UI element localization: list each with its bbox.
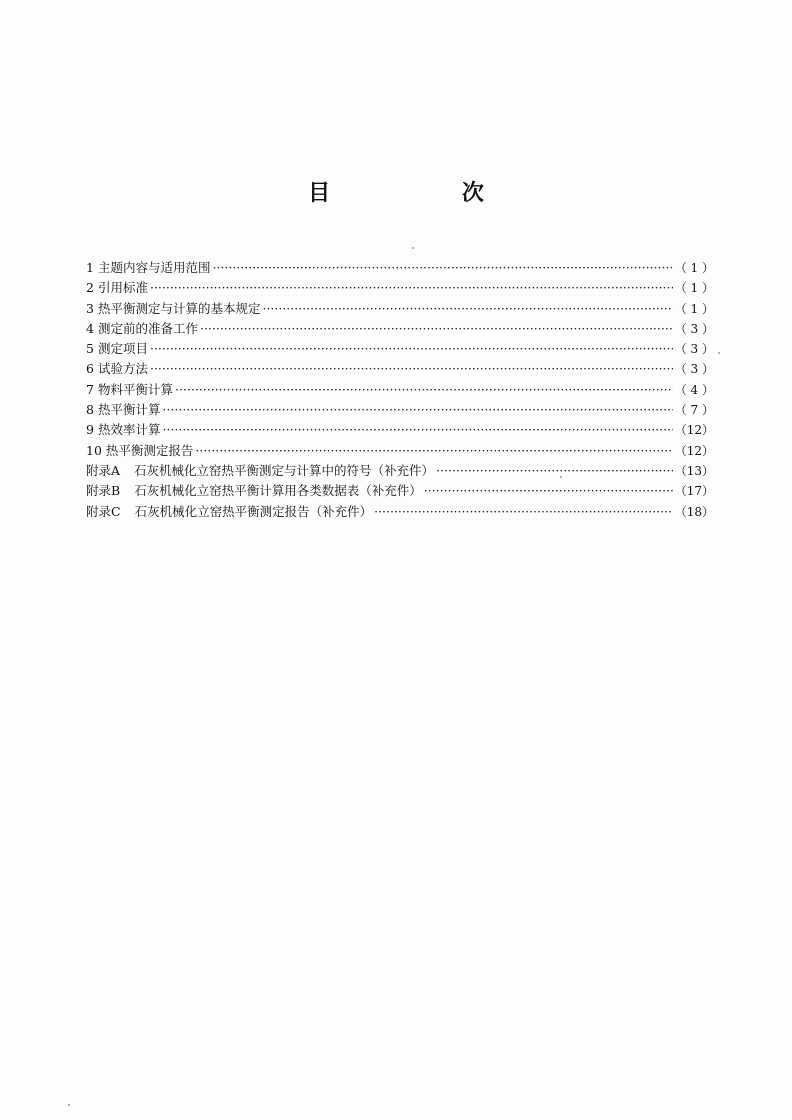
toc-entry-title: 测定前的准备工作 — [97, 320, 198, 336]
toc-entry-number: 附录B — [86, 483, 121, 499]
toc-entry-title: 试验方法 — [97, 361, 148, 377]
scan-speck — [560, 476, 562, 478]
toc-entry-page: （18） — [674, 504, 714, 519]
toc-leader-dots — [162, 400, 672, 420]
toc-entry-number: 3 — [86, 300, 94, 316]
toc-entry-page: （ 3 ） — [674, 362, 714, 377]
toc-entry-appendix-b[interactable] — [86, 481, 714, 501]
toc-entry-10[interactable] — [86, 441, 714, 461]
toc-entry-9[interactable] — [86, 420, 714, 440]
toc-entry-5[interactable] — [86, 339, 714, 359]
toc-entry-page: （17） — [674, 484, 714, 499]
toc-entry-title: 热平衡计算 — [97, 402, 161, 418]
toc-entry-4[interactable] — [86, 319, 714, 339]
toc-entry-number: 6 — [86, 361, 94, 377]
toc-entry-number: 10 — [86, 442, 102, 458]
scan-speck — [68, 1104, 70, 1106]
toc-leader-dots — [195, 441, 672, 461]
toc-entry-page: （ 7 ） — [674, 403, 714, 418]
toc-leader-dots — [150, 359, 673, 379]
toc-entry-title: 热平衡测定与计算的基本规定 — [97, 300, 261, 316]
toc-entry-page: （ 4 ） — [674, 382, 714, 397]
toc-entry-title: 主题内容与适用范围 — [97, 260, 211, 275]
toc-entry-number: 5 — [86, 341, 94, 357]
toc-entry-number: 4 — [86, 320, 94, 336]
toc-leader-dots — [175, 380, 673, 400]
toc-entry-1[interactable] — [86, 258, 714, 278]
toc-entry-title: 石灰机械化立窑热平衡计算用各类数据表（补充件） — [134, 483, 422, 499]
toc-entry-page: （12） — [674, 423, 714, 438]
toc-leader-dots — [150, 339, 673, 359]
toc-entry-number: 7 — [86, 381, 94, 397]
toc-leader-dots — [424, 481, 673, 501]
toc-entry-number: 8 — [86, 402, 94, 418]
scan-speck — [718, 352, 720, 354]
toc-entry-appendix-c[interactable] — [86, 502, 714, 522]
toc-leader-dots — [150, 278, 673, 298]
toc-entry-number: 2 — [86, 280, 94, 296]
toc-entry-page: （ 3 ） — [674, 342, 714, 357]
table-of-contents — [86, 258, 714, 522]
toc-entry-2[interactable] — [86, 278, 714, 298]
toc-entry-title: 石灰机械化立窑热平衡测定与计算中的符号（补充件） — [134, 462, 435, 478]
toc-entry-6[interactable] — [86, 359, 714, 379]
toc-entry-8[interactable] — [86, 400, 714, 420]
toc-leader-dots — [212, 258, 672, 278]
toc-entry-title: 热平衡测定报告 — [105, 442, 194, 458]
toc-entry-title: 石灰机械化立窑热平衡测定报告（补充件） — [134, 503, 373, 519]
toc-entry-number: 1 — [86, 260, 94, 275]
toc-leader-dots — [200, 319, 673, 339]
toc-entry-page: （ 3 ） — [674, 321, 714, 336]
toc-entry-number: 9 — [86, 422, 94, 438]
toc-entry-title: 热效率计算 — [97, 422, 161, 438]
toc-entry-page: （ 1 ） — [674, 281, 714, 296]
toc-entry-title: 引用标准 — [97, 280, 148, 296]
scan-speck — [412, 247, 414, 249]
toc-entry-7[interactable] — [86, 380, 714, 400]
toc-leader-dots — [374, 502, 673, 522]
toc-leader-dots — [162, 420, 672, 440]
toc-entry-title: 物料平衡计算 — [97, 381, 173, 397]
toc-entry-title: 测定项目 — [97, 341, 148, 357]
toc-entry-page: （ 1 ） — [674, 261, 714, 275]
page-title: 目 次 — [308, 181, 546, 206]
toc-entry-page: （13） — [674, 463, 714, 478]
toc-entry-number: 附录C — [86, 503, 121, 519]
toc-leader-dots — [436, 461, 673, 481]
toc-entry-appendix-a[interactable] — [86, 461, 714, 481]
toc-entry-page: （12） — [674, 443, 714, 458]
toc-entry-3[interactable] — [86, 299, 714, 319]
toc-leader-dots — [262, 299, 672, 319]
toc-entry-page: （ 1 ） — [674, 301, 714, 316]
toc-entry-number: 附录A — [86, 462, 121, 478]
